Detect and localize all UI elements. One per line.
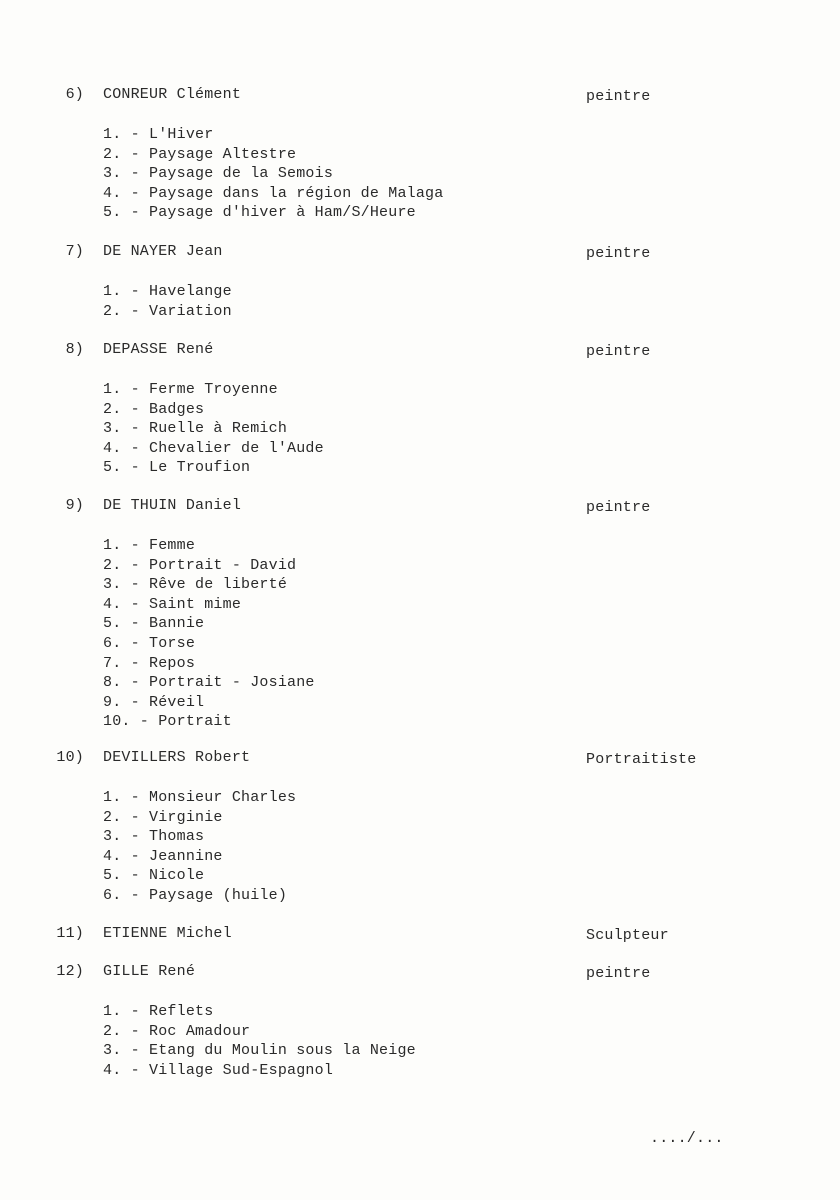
work-item: 1. - Ferme Troyenne — [103, 381, 278, 398]
works-list — [103, 788, 296, 906]
artist-heading — [0, 86, 840, 106]
work-item: 1. - Femme — [103, 537, 196, 554]
works-list — [103, 282, 232, 321]
work-item: 3. - Ruelle à Remich — [103, 420, 288, 438]
work-item: 4. - Village Sud-Espagnol — [103, 1061, 334, 1079]
work-item: 2. - Variation — [103, 302, 232, 320]
work-item: 2. - Roc Amadour — [103, 1022, 251, 1040]
work-item: 3. - Etang du Moulin sous la Neige — [103, 1042, 416, 1060]
artist-name: DE THUIN Daniel — [103, 497, 242, 514]
artist-name: GILLE René — [103, 963, 196, 980]
artist-entry — [0, 497, 840, 731]
artist-heading — [0, 925, 840, 945]
artist-entry — [0, 341, 840, 477]
artist-number: 9) — [65, 497, 84, 514]
work-item: 1. - Monsieur Charles — [103, 789, 297, 806]
work-item: 5. - Paysage d'hiver à Ham/S/Heure — [103, 204, 416, 222]
artist-number: 8) — [65, 341, 84, 358]
artist-number: 12) — [56, 963, 84, 980]
artist-role: peintre — [586, 88, 651, 105]
artist-entry — [0, 86, 840, 222]
artist-entry — [0, 925, 840, 945]
work-item: 9. - Réveil — [103, 693, 205, 711]
works-list — [103, 1002, 416, 1080]
works-list — [103, 536, 315, 732]
work-item: 2. - Virginie — [103, 808, 223, 826]
work-item: 2. - Paysage Altestre — [103, 145, 297, 163]
artist-role: Portraitiste — [586, 751, 697, 768]
artist-entry — [0, 243, 840, 320]
artist-heading — [0, 497, 840, 517]
artist-role: peintre — [586, 245, 651, 262]
work-item: 2. - Badges — [103, 400, 205, 418]
artist-entry — [0, 749, 840, 904]
artist-heading — [0, 749, 840, 769]
artist-heading — [0, 341, 840, 361]
work-item: 3. - Thomas — [103, 828, 205, 846]
work-item: 2. - Portrait - David — [103, 556, 297, 574]
artist-entry — [0, 963, 840, 1079]
works-list — [103, 380, 324, 478]
artist-role: Sculpteur — [586, 927, 669, 944]
artist-number: 10) — [56, 749, 84, 766]
work-item: 1. - Havelange — [103, 283, 232, 300]
work-item: 1. - L'Hiver — [103, 126, 214, 143]
continuation-mark: ..../... — [650, 1130, 724, 1147]
work-item: 3. - Rêve de liberté — [103, 576, 288, 594]
work-item: 6. - Paysage (huile) — [103, 886, 288, 904]
work-item: 8. - Portrait - Josiane — [103, 674, 315, 692]
work-item: 4. - Chevalier de l'Aude — [103, 439, 324, 457]
artist-name: ETIENNE Michel — [103, 925, 232, 942]
artist-number: 6) — [65, 86, 84, 103]
artist-heading — [0, 963, 840, 983]
artist-name: DEPASSE René — [103, 341, 214, 358]
work-item: 6. - Torse — [103, 634, 196, 652]
works-list — [103, 125, 443, 223]
artist-role: peintre — [586, 499, 651, 516]
artist-number: 7) — [65, 243, 84, 260]
artist-name: DEVILLERS Robert — [103, 749, 251, 766]
artist-name: DE NAYER Jean — [103, 243, 223, 260]
work-item: 4. - Paysage dans la région de Malaga — [103, 184, 444, 202]
artist-number: 11) — [56, 925, 84, 942]
artist-name: CONREUR Clément — [103, 86, 242, 103]
work-item: 5. - Nicole — [103, 867, 205, 885]
work-item: 7. - Repos — [103, 654, 196, 672]
work-item: 4. - Jeannine — [103, 847, 223, 865]
artist-role: peintre — [586, 965, 651, 982]
work-item: 4. - Saint mime — [103, 595, 242, 613]
work-item: 3. - Paysage de la Semois — [103, 165, 334, 183]
work-item: 5. - Le Troufion — [103, 459, 251, 477]
work-item: 1. - Reflets — [103, 1003, 214, 1020]
artist-heading — [0, 243, 840, 263]
work-item: 10. - Portrait — [103, 713, 232, 731]
work-item: 5. - Bannie — [103, 615, 205, 633]
artist-role: peintre — [586, 343, 651, 360]
